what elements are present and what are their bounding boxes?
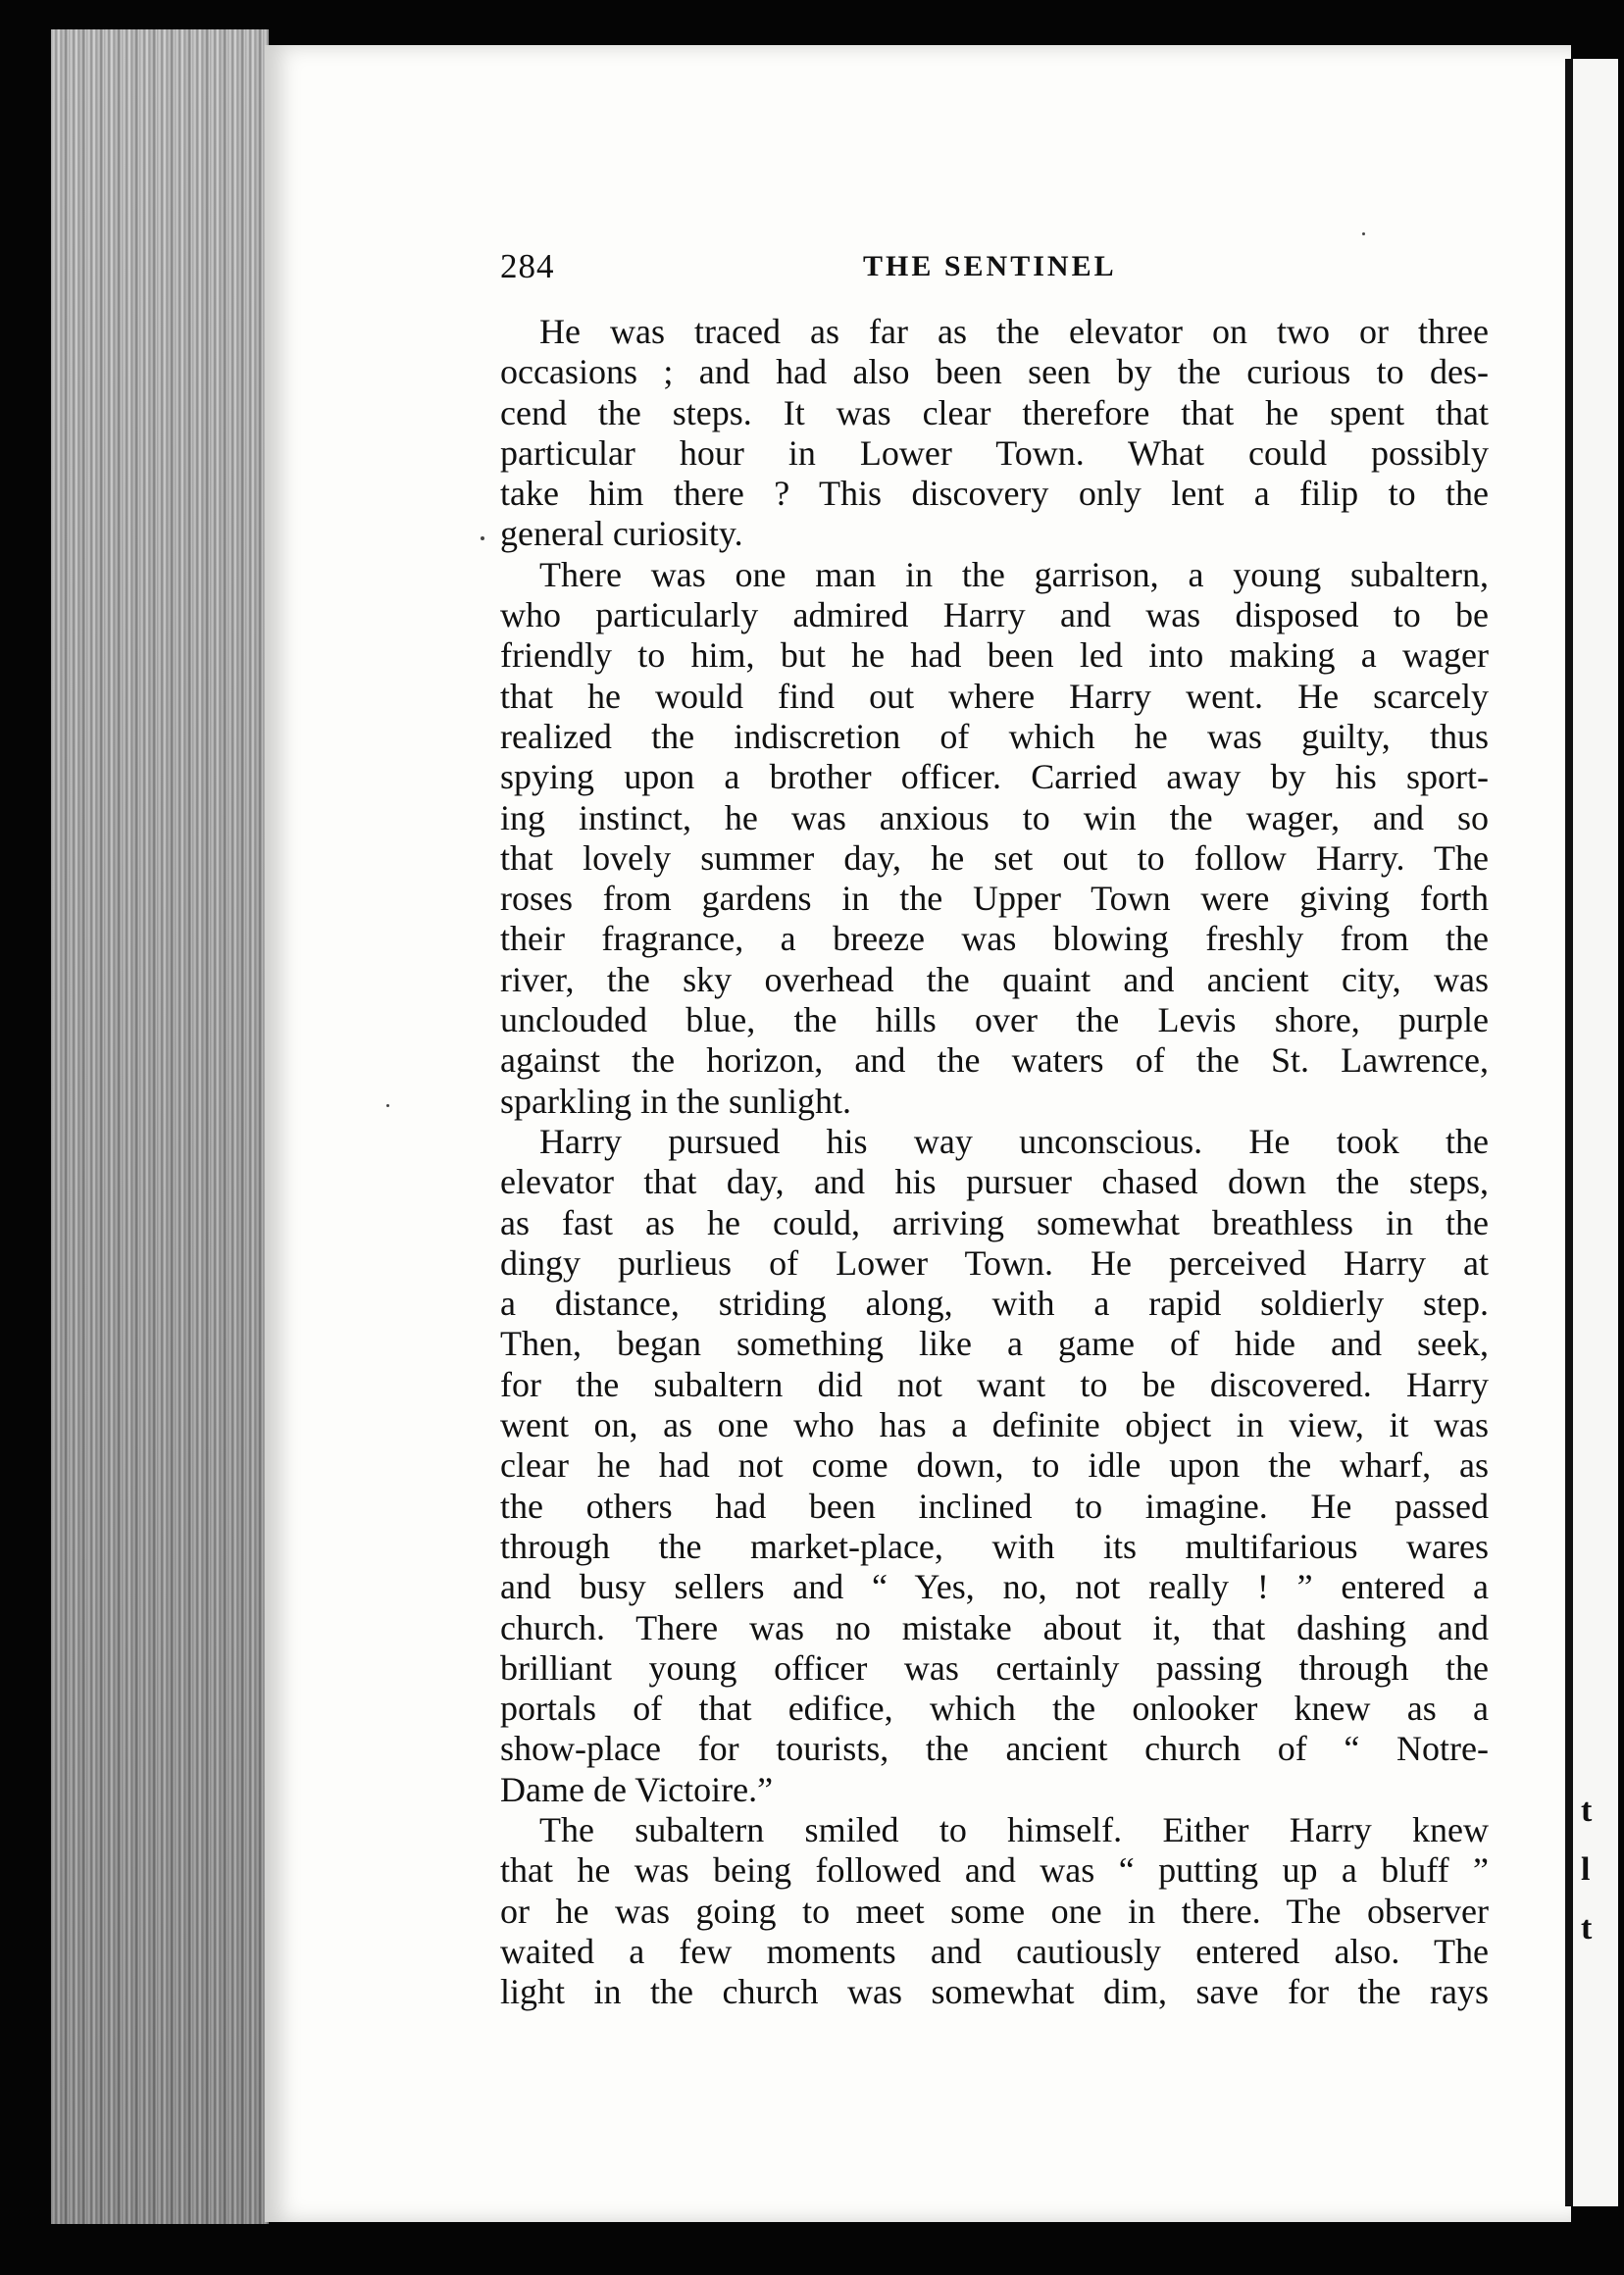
text-line: dingy purlieus of Lower Town. He perceived Harry at — [500, 1242, 1489, 1283]
text-line: occasions ; and had also been seen by the curious to des- — [500, 352, 1489, 392]
scan-speck — [386, 1104, 389, 1107]
paragraph-4 — [500, 1810, 1489, 2012]
text-line: that he would find out where Harry went. He scarcely — [500, 676, 1489, 716]
text-line: There was one man in the garrison, a young subaltern, — [539, 554, 1489, 594]
page-body-text — [500, 312, 1489, 2012]
page-header — [500, 247, 1491, 290]
stacked-page-edges — [51, 29, 269, 2224]
text-line: Dame de Victoire.” — [500, 1769, 774, 1809]
text-line: through the market-place, with its multifarious wares — [500, 1526, 1489, 1566]
facing-page-letter: t — [1581, 1910, 1593, 1946]
text-line: sparkling in the sunlight. — [500, 1081, 851, 1121]
text-line: that lovely summer day, he set out to follow Harry. The — [500, 837, 1489, 878]
text-line: realized the indiscretion of which he was guilty, thus — [500, 716, 1489, 756]
text-line: their fragrance, a breeze was blowing freshly from the — [500, 919, 1489, 959]
text-line: waited a few moments and cautiously entered also. The — [500, 1931, 1489, 1971]
text-line: that he was being followed and was “ putting up a bluff ” — [500, 1850, 1489, 1891]
text-line: unclouded blue, the hills over the Levis shore, purple — [500, 1000, 1489, 1040]
scan-speck — [481, 536, 484, 540]
text-line: elevator that day, and his pursuer chased down the steps, — [500, 1162, 1489, 1202]
text-line: river, the sky overhead the quaint and ancient city, was — [500, 959, 1489, 999]
text-line: as fast as he could, arriving somewhat breathless in the — [500, 1202, 1489, 1242]
page-number: 284 — [500, 247, 555, 285]
text-line: general curiosity. — [500, 514, 743, 554]
text-line: The subaltern smiled to himself. Either Harry knew — [539, 1809, 1489, 1849]
text-line: clear he had not come down, to idle upon the wharf, as — [500, 1445, 1489, 1486]
paragraph-3 — [500, 1122, 1489, 1810]
text-line: Then, began something like a game of hide and seek, — [500, 1324, 1489, 1364]
text-line: take him there ? This discovery only lent a filip to the — [500, 474, 1489, 514]
text-line: who particularly admired Harry and was disposed to be — [500, 595, 1489, 635]
text-line: against the horizon, and the waters of the St. Lawrence, — [500, 1040, 1489, 1081]
text-line: portals of that edifice, which the onlooker knew as a — [500, 1689, 1489, 1729]
text-line: church. There was no mistake about it, that dashing and — [500, 1607, 1489, 1647]
text-line: or he was going to meet some one in there. The observer — [500, 1891, 1489, 1931]
text-line: cend the steps. It was clear therefore that he spent that — [500, 392, 1489, 432]
text-line: for the subaltern did not want to be discovered. Harry — [500, 1364, 1489, 1404]
text-line: ing instinct, he was anxious to win the wager, and so — [500, 797, 1489, 837]
paragraph-2 — [500, 555, 1489, 1122]
facing-page-letter: t — [1581, 1793, 1593, 1829]
facing-page-letter: l — [1581, 1851, 1591, 1888]
text-line: went on, as one who has a definite object in view, it was — [500, 1405, 1489, 1445]
running-title: THE SENTINEL — [863, 250, 1117, 282]
text-line: light in the church was somewhat dim, save for the rays — [500, 1972, 1489, 2012]
text-line: the others had been inclined to imagine. He passed — [500, 1486, 1489, 1526]
text-line: spying upon a brother officer. Carried away by his sport- — [500, 757, 1489, 797]
text-line: show-place for tourists, the ancient church of “ Notre- — [500, 1729, 1489, 1769]
text-line: Harry pursued his way unconscious. He took the — [539, 1121, 1489, 1161]
text-line: and busy sellers and “ Yes, no, not really ! ” entered a — [500, 1567, 1489, 1607]
text-line: a distance, striding along, with a rapid soldierly step. — [500, 1284, 1489, 1324]
text-line: roses from gardens in the Upper Town were giving forth — [500, 879, 1489, 919]
text-line: brilliant young officer was certainly passing through the — [500, 1647, 1489, 1688]
scan-speck — [1362, 232, 1365, 235]
facing-page-edge — [1565, 59, 1618, 2206]
text-line: particular hour in Lower Town. What could possibly — [500, 432, 1489, 473]
paragraph-1 — [500, 312, 1489, 555]
text-line: friendly to him, but he had been led into making a wager — [500, 635, 1489, 676]
text-line: He was traced as far as the elevator on two or three — [539, 312, 1489, 351]
